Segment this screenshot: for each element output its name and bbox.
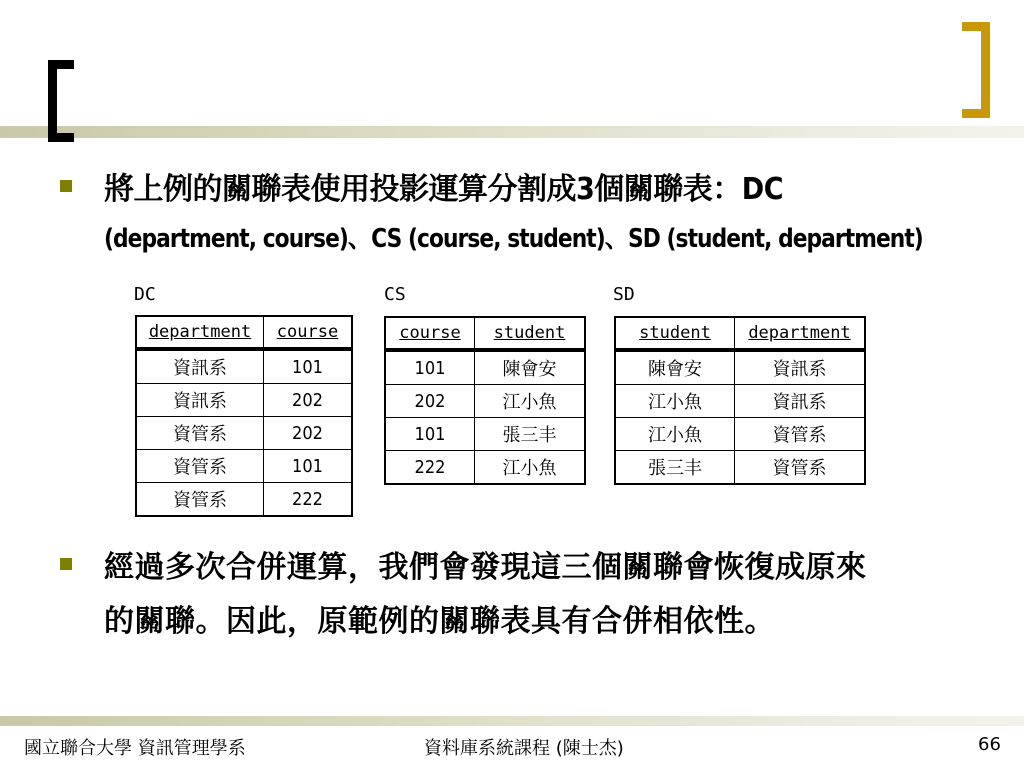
table-cell: 資訊系 [735,350,866,385]
column-header: student [615,317,735,350]
table-cell: 222 [385,451,475,485]
table-cell: 202 [264,417,353,450]
column-header: course [264,316,353,349]
table-cs-name: CS [384,284,406,305]
column-header: student [475,317,586,350]
table-cell: 101 [385,350,475,385]
table-row [136,417,352,450]
table-row [615,350,865,385]
table-cell: 資管系 [136,483,264,517]
bullet-2-line-2: 的關聯。因此，原範例的關聯表具有合併相依性。 [104,604,775,639]
page-number: 66 [978,734,1001,755]
table-cell: 資管系 [136,417,264,450]
footer-band [0,716,1024,726]
bullet-square-icon [60,558,72,570]
table-row [385,350,585,385]
table-sd-name: SD [613,284,635,305]
table-cell: 江小魚 [475,385,586,418]
table-cell: 資管系 [735,418,866,451]
footer-institution: 國立聯合大學 資訊管理學系 [24,738,246,759]
table-dc-name: DC [134,284,156,305]
table-cell: 江小魚 [615,385,735,418]
table-row [615,451,865,485]
table-cell: 202 [385,385,475,418]
table-cell: 222 [264,483,353,517]
column-header: department [735,317,866,350]
table-header-row [136,316,352,349]
table-row [136,349,352,384]
table-cell: 資訊系 [136,384,264,417]
table-cell: 資管系 [136,450,264,483]
table-cell: 陳會安 [615,350,735,385]
bullet-1-line-2: (department, course)、CS (course, student)、SD (student, department) [104,224,923,254]
table-cell: 202 [264,384,353,417]
table-cell: 資訊系 [735,385,866,418]
title-band [0,126,1024,138]
table-header-row [615,317,865,350]
table-cell: 資管系 [735,451,866,485]
bullet-2-line-1: 經過多次合併運算，我們會發現這三個關聯會恢復成原來 [104,550,867,585]
column-header: course [385,317,475,350]
table-row [385,385,585,418]
column-header: department [136,316,264,349]
bullet-square-icon [60,180,72,192]
table-cell: 陳會安 [475,350,586,385]
table-dc [135,315,353,517]
bullet-1-line-1: 將上例的關聯表使用投影運算分割成3個關聯表：DC [104,172,783,207]
footer-course: 資料庫系統課程 (陳士杰) [424,738,624,759]
table-cell: 張三丰 [615,451,735,485]
right-bracket-decoration [962,22,990,118]
table-cell: 101 [264,349,353,384]
table-sd [614,316,866,485]
table-row [136,450,352,483]
table-cell: 101 [385,418,475,451]
table-cell: 張三丰 [475,418,586,451]
table-cell: 江小魚 [615,418,735,451]
table-row [136,384,352,417]
table-row [615,385,865,418]
left-bracket-decoration [48,60,74,142]
table-row [615,418,865,451]
table-row [136,483,352,517]
table-cell: 101 [264,450,353,483]
table-cell: 江小魚 [475,451,586,485]
table-cs [384,316,586,485]
table-row [385,418,585,451]
table-header-row [385,317,585,350]
table-cell: 資訊系 [136,349,264,384]
table-row [385,451,585,485]
